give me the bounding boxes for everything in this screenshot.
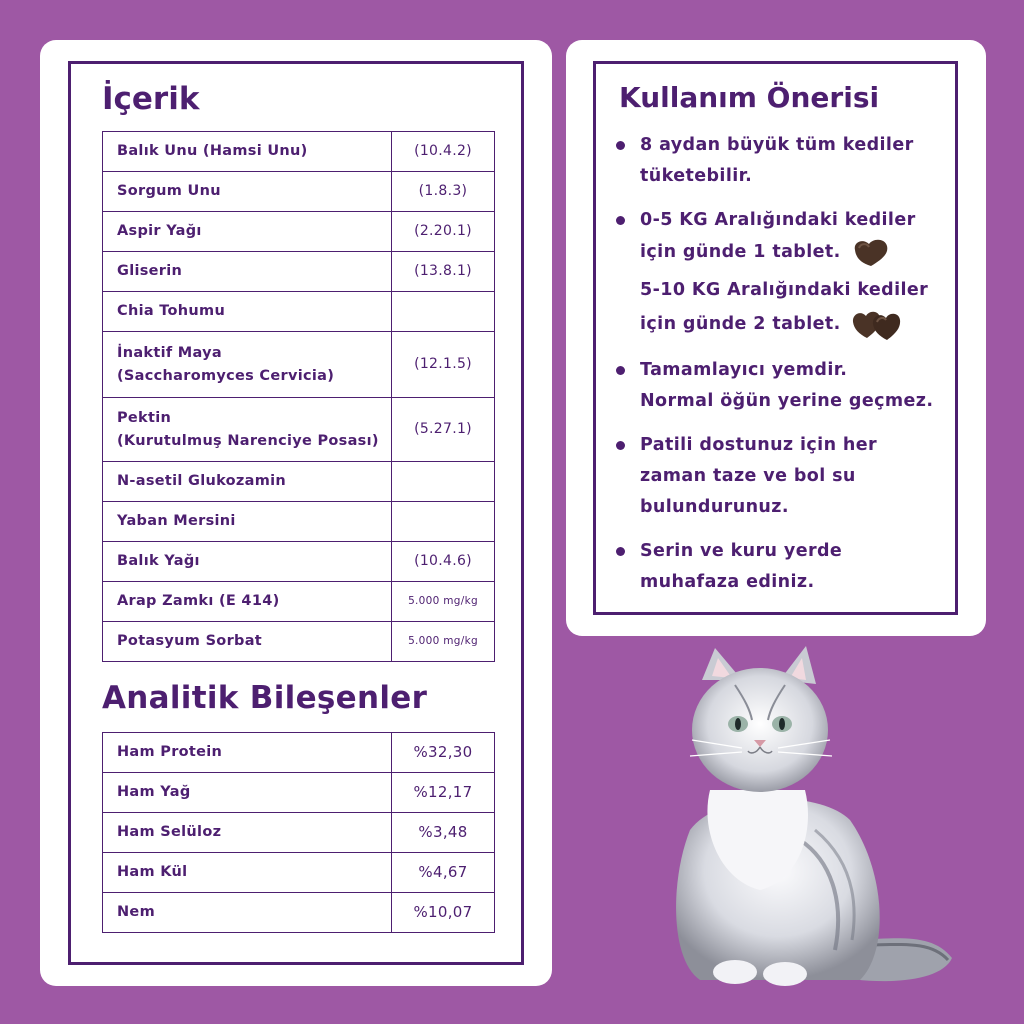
ingredient-code: (10.4.6) [392, 542, 495, 582]
heart-shaped-tablet-icon [851, 236, 891, 268]
analytic-value: %10,07 [392, 893, 495, 933]
analytic-value: %32,30 [392, 733, 495, 773]
bullet-icon [616, 216, 625, 225]
analytic-name: Ham Kül [103, 853, 392, 893]
table-row [103, 462, 495, 502]
bullet-icon [616, 441, 625, 450]
ingredient-name-line1: Pektin [117, 410, 172, 427]
ingredients-title: İçerik [102, 81, 200, 117]
usage-line-text: için günde 2 tablet. [640, 314, 841, 334]
usage-line [640, 306, 946, 342]
usage-item [616, 355, 946, 417]
ingredient-code: (5.27.1) [392, 398, 495, 462]
ingredient-name: N-asetil Glukozamin [103, 462, 392, 502]
two-heart-tablets-icon [851, 306, 903, 342]
ingredient-code: (10.4.2) [392, 132, 495, 172]
usage-line: zaman taze ve bol su [640, 466, 856, 486]
ingredient-code [392, 502, 495, 542]
table-row [103, 398, 495, 462]
ingredient-name: Balık Yağı [103, 542, 392, 582]
table-row [103, 132, 495, 172]
analytic-name: Ham Protein [103, 733, 392, 773]
ingredient-name: Yaban Mersini [103, 502, 392, 542]
usage-item [616, 130, 946, 192]
analytic-name: Ham Yağ [103, 773, 392, 813]
ingredient-code [392, 292, 495, 332]
analytic-value: %12,17 [392, 773, 495, 813]
ingredient-name [103, 398, 392, 462]
table-row [103, 502, 495, 542]
usage-line: 5-10 KG Aralığındaki kediler [640, 280, 929, 300]
bullet-icon [616, 366, 625, 375]
ingredient-name: Potasyum Sorbat [103, 622, 392, 662]
usage-line: tüketebilir. [640, 166, 753, 186]
table-row [103, 212, 495, 252]
table-row [103, 292, 495, 332]
ingredient-code: (12.1.5) [392, 332, 495, 398]
ingredient-name-line2: (Saccharomyces Cervicia) [117, 367, 335, 384]
usage-item [616, 536, 946, 598]
usage-item [616, 205, 946, 268]
table-row [103, 853, 495, 893]
ingredient-name-line1: İnaktif Maya [117, 345, 223, 362]
ingredient-code [392, 462, 495, 502]
analytic-title: Analitik Bileşenler [102, 680, 428, 716]
cat-photo [630, 640, 960, 990]
ingredients-frame [68, 61, 524, 965]
usage-line-text: için günde 1 tablet. [640, 242, 841, 262]
usage-line: 8 aydan büyük tüm kediler [640, 135, 914, 155]
usage-item [616, 430, 946, 523]
table-row [103, 733, 495, 773]
usage-frame [593, 61, 958, 615]
ingredient-code: 5.000 mg/kg [392, 622, 495, 662]
analytic-table [102, 732, 495, 933]
usage-line: Patili dostunuz için her [640, 435, 878, 455]
ingredient-name: Sorgum Unu [103, 172, 392, 212]
ingredient-name: Gliserin [103, 252, 392, 292]
analytic-value: %4,67 [392, 853, 495, 893]
ingredients-table [102, 131, 495, 662]
usage-line: Serin ve kuru yerde [640, 541, 843, 561]
usage-line: Tamamlayıcı yemdir. [640, 360, 848, 380]
table-row [103, 582, 495, 622]
ingredient-code: (2.20.1) [392, 212, 495, 252]
usage-line: 0-5 KG Aralığındaki kediler [640, 210, 916, 230]
table-row [103, 252, 495, 292]
table-row [103, 622, 495, 662]
table-row [103, 773, 495, 813]
usage-title: Kullanım Önerisi [619, 81, 880, 114]
table-row [103, 542, 495, 582]
ingredient-code: (1.8.3) [392, 172, 495, 212]
table-row [103, 893, 495, 933]
table-row [103, 332, 495, 398]
analytic-name: Nem [103, 893, 392, 933]
table-row [103, 172, 495, 212]
ingredient-name: Arap Zamkı (E 414) [103, 582, 392, 622]
usage-list [616, 130, 946, 611]
analytic-name: Ham Selüloz [103, 813, 392, 853]
ingredient-name: Chia Tohumu [103, 292, 392, 332]
bullet-icon [616, 547, 625, 556]
ingredient-code: 5.000 mg/kg [392, 582, 495, 622]
usage-line: bulundurunuz. [640, 497, 789, 517]
ingredient-name: Aspir Yağı [103, 212, 392, 252]
bullet-icon [616, 141, 625, 150]
table-row [103, 813, 495, 853]
ingredient-code: (13.8.1) [392, 252, 495, 292]
analytic-value: %3,48 [392, 813, 495, 853]
ingredients-card [40, 40, 552, 986]
ingredient-name [103, 332, 392, 398]
usage-card [566, 40, 986, 636]
usage-line: Normal öğün yerine geçmez. [640, 391, 934, 411]
usage-line: muhafaza ediniz. [640, 572, 815, 592]
ingredient-name-line2: (Kurutulmuş Narenciye Posası) [117, 432, 379, 449]
usage-line [640, 236, 946, 268]
ingredient-name: Balık Unu (Hamsi Unu) [103, 132, 392, 172]
usage-item [616, 275, 946, 342]
